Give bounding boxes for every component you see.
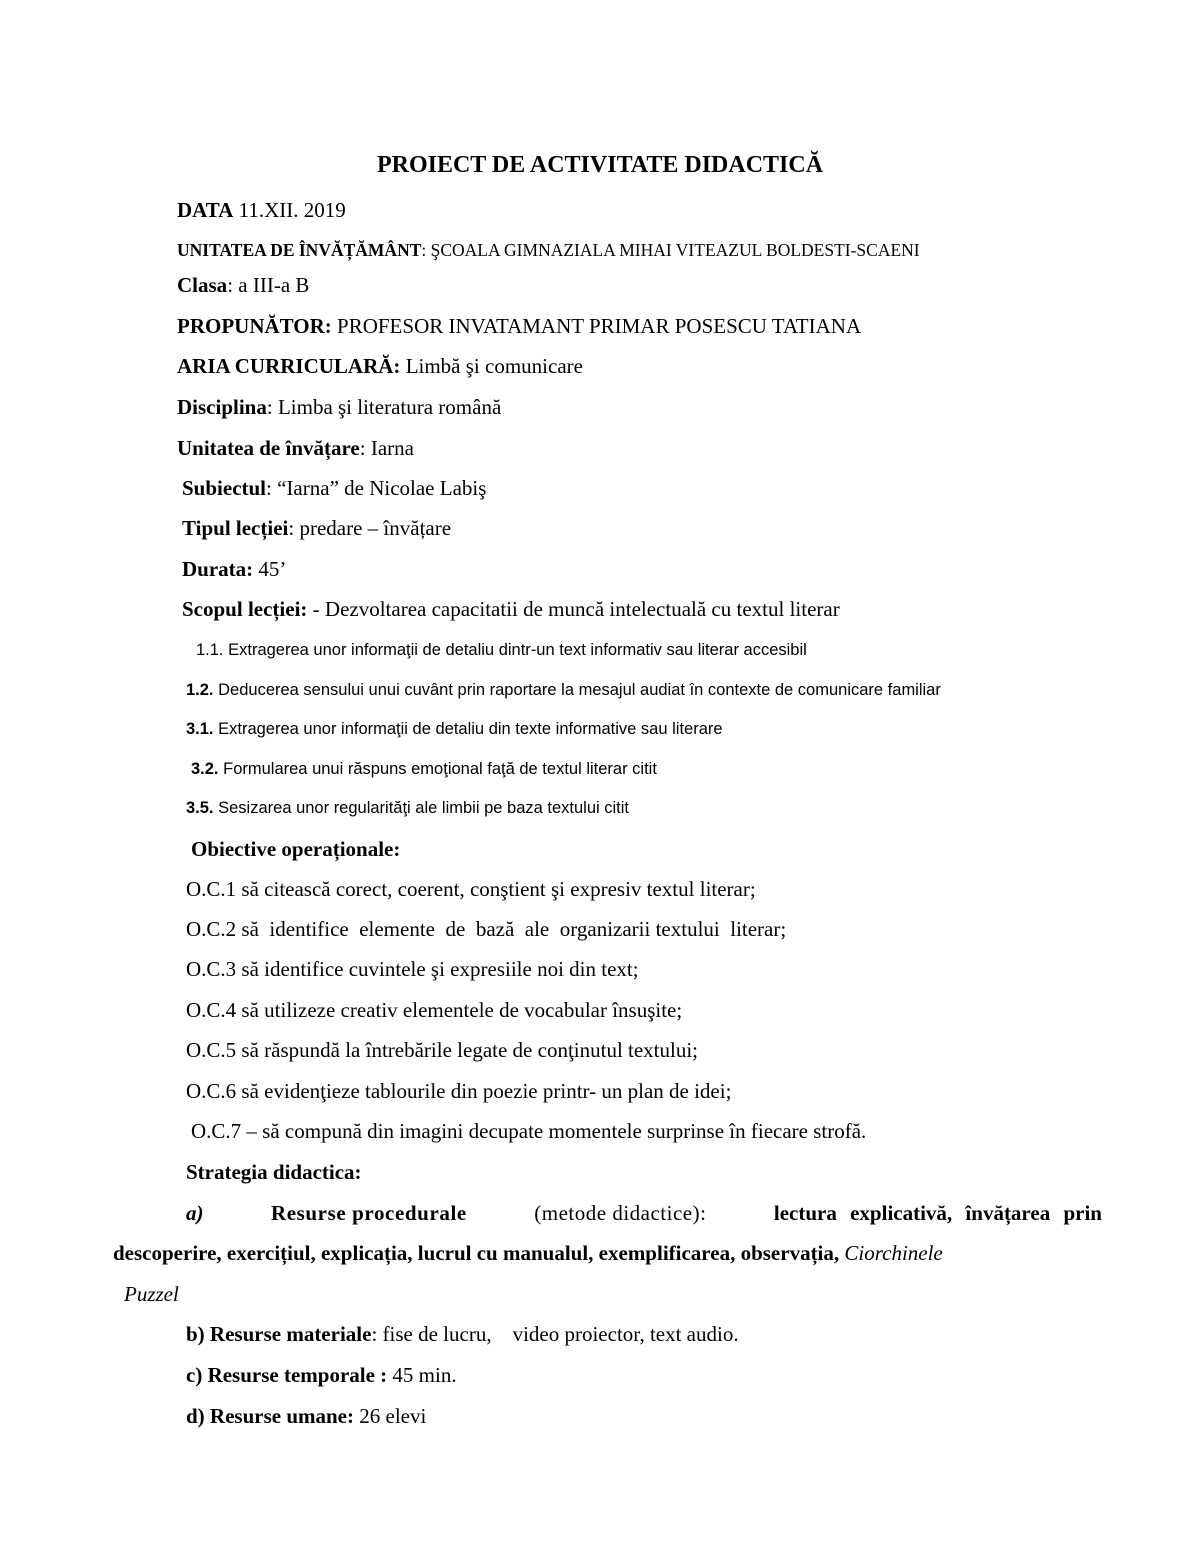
competenta-item [196,637,807,663]
obiective-heading [191,836,400,862]
obiectiv-item: O.C.4 să utilizeze creativ elementele de vocabular însuşite; [186,998,683,1022]
competenta-text: Sesizarea unor regularităţi ale limbii pe baza textului citit [218,799,629,817]
unitatea-invatare-line [177,435,414,461]
resurse-a-methods-1: lectura explicativă, învățarea prin [773,1201,1102,1225]
resurse-materiale-line [186,1321,739,1347]
resurse-umane-line [186,1403,426,1429]
aria-label: ARIA CURRICULARĂ: [177,354,401,378]
obiectiv-item: O.C.3 să identifice cuvintele şi expresiile noi din text; [186,957,639,981]
resurse-procedurale-line [186,1200,1102,1226]
subiectul-line [182,475,486,501]
unitate-line [177,237,920,263]
propunator-value: PROFESOR INVATAMANT PRIMAR POSESCU TATIANA [337,314,862,338]
aria-line [177,353,583,379]
data-value: 11.XII. 2019 [238,198,346,222]
durata-label: Durata: [182,557,254,581]
competenta-code: 1.2. [186,681,214,699]
scopul-label: Scopul lecției: [182,597,308,621]
obiectiv-item: O.C.1 să citească corect, coerent, conştient şi expresiv textul literar; [186,877,756,901]
unitatea-invatare-value: : Iarna [359,436,414,460]
competenta-item [186,677,941,703]
competenta-code: 3.2. [191,760,219,778]
resurse-a-methods-2: descoperire, exercițiul, explicația, lucrul cu manualul, exemplificarea, observația, [113,1241,840,1265]
resurse-a-italic-1: Ciorchinele [844,1241,943,1265]
unitate-label: UNITATEA DE ÎNVĂȚĂMÂNT [177,240,422,260]
strategia-heading-text: Strategia didactica: [186,1160,362,1184]
competenta-item [186,716,723,742]
competenta-code: 1.1. [196,641,224,659]
obiectiv-item: O.C.6 să evidenţieze tablourile din poezie printr- un plan de idei; [186,1079,732,1103]
tipul-line [182,515,451,541]
resurse-b-value: : fise de lucru, video proiector, text audio. [371,1322,739,1346]
unitate-value: : ŞCOALA GIMNAZIALA MIHAI VITEAZUL BOLDESTI-SCAENI [421,240,920,260]
durata-line [182,556,286,582]
competenta-item [191,756,657,782]
subiectul-value: : “Iarna” de Nicolae Labiş [266,476,487,500]
unitatea-invatare-label: Unitatea de învățare [177,436,360,460]
scopul-line [182,596,840,622]
resurse-d-label: d) Resurse umane: [186,1404,354,1428]
resurse-a-italic-2: Puzzel [124,1282,179,1306]
subiectul-label: Subiectul [182,476,267,500]
obiectiv-item: O.C.7 – să compună din imagini decupate momentele surprinse în fiecare strofă. [191,1119,867,1143]
clasa-label: Clasa [177,273,228,297]
clasa-line [177,272,309,298]
document-title: PROIECT DE ACTIVITATE DIDACTICĂ [376,152,824,178]
clasa-value: : a III-a B [227,273,310,297]
data-line [177,197,346,223]
resurse-b-label: b) Resurse materiale [186,1322,372,1346]
propunator-line [177,313,861,339]
competenta-text: Formularea unui răspuns emoţional faţă de textul literar citit [223,760,657,778]
competenta-text: Deducerea sensului unui cuvânt prin raportare la mesajul audiat în contexte de comunicare familiar [218,681,941,699]
resurse-c-label: c) Resurse temporale : [186,1363,388,1387]
resurse-temporale-line [186,1362,457,1388]
resurse-c-value: 45 min. [392,1363,457,1387]
disciplina-value: : Limba şi literatura română [266,395,502,419]
resurse-d-value: 26 elevi [359,1404,427,1428]
resurse-a-paren: (metode didactice): [534,1201,707,1225]
obiectiv-item: O.C.5 să răspundă la întrebările legate de conţinutul textului; [186,1038,699,1062]
competenta-code: 3.5. [186,799,214,817]
obiective-heading-text: Obiective operaționale: [191,837,401,861]
competenta-text: Extragerea unor informaţii de detaliu din texte informative sau literare [218,720,723,738]
competenta-text: Extragerea unor informaţii de detaliu dintr-un text informativ sau literar accesibil [228,641,807,659]
resurse-a-label: a) [186,1201,204,1225]
obiectiv-item: O.C.2 să identifice elemente de bază ale organizarii textului literar; [186,917,787,941]
resurse-a-title: Resurse procedurale [270,1201,467,1225]
tipul-label: Tipul lecției [182,516,289,540]
durata-value: 45’ [258,557,287,581]
tipul-value: : predare – învățare [288,516,452,540]
competenta-code: 3.1. [186,720,214,738]
aria-value: Limbă şi comunicare [405,354,583,378]
scopul-value: - Dezvoltarea capacitatii de muncă intelectuală cu textul literar [312,597,840,621]
disciplina-line [177,394,501,420]
data-label: DATA [177,198,234,222]
competenta-item [186,795,629,821]
resurse-procedurale-line-2 [113,1240,943,1266]
disciplina-label: Disciplina [177,395,267,419]
strategia-heading [186,1159,362,1185]
propunator-label: PROPUNĂTOR: [177,314,332,338]
